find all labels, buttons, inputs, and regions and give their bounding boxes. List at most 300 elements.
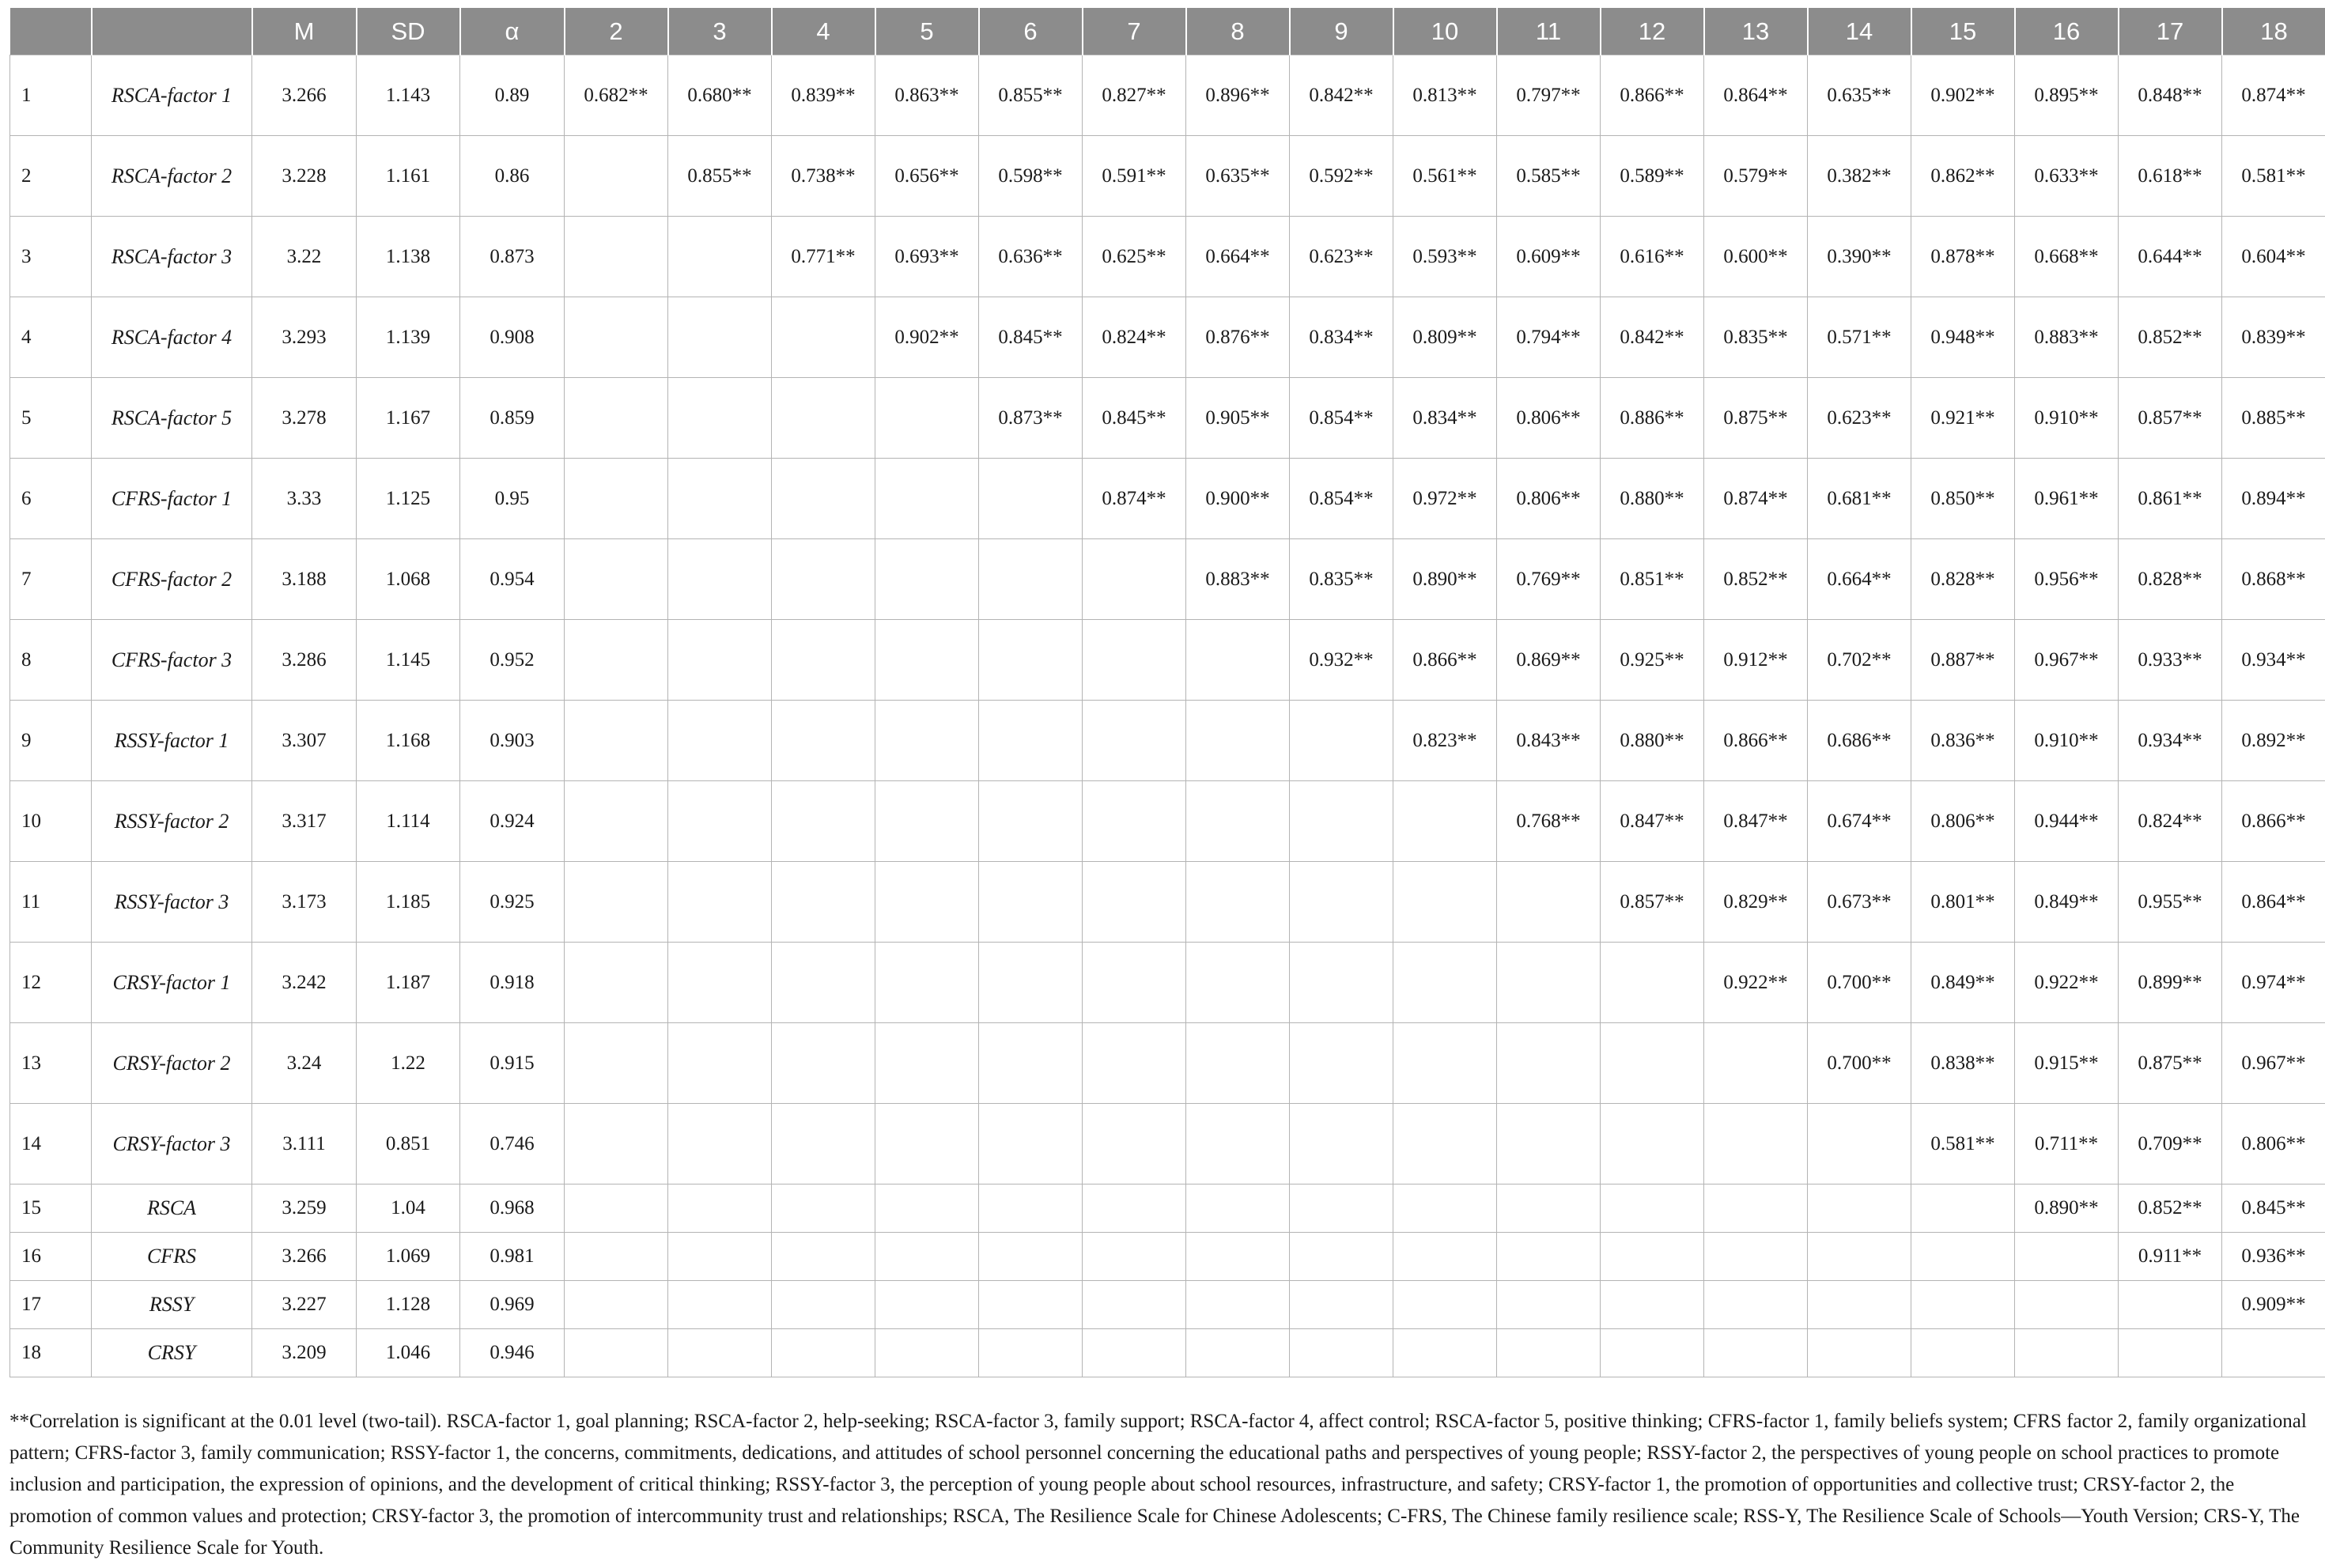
correlation-cell [1704,1185,1808,1233]
correlation-cell [1497,1023,1601,1104]
correlation-cell [565,297,668,378]
correlation-cell [979,943,1083,1023]
correlation-cell: 0.883** [1186,539,1290,620]
variable-name-cell: RSCA-factor 5 [92,378,252,459]
correlation-cell [875,1185,979,1233]
column-header: M [252,8,357,55]
correlation-cell [1083,1329,1186,1377]
variable-name-cell: RSSY [92,1281,252,1329]
correlation-cell: 0.635** [1808,55,1911,136]
correlation-cell [1601,1329,1704,1377]
correlation-cell: 0.874** [1083,459,1186,539]
sd-cell: 1.069 [357,1233,460,1281]
correlation-cell [1704,1329,1808,1377]
correlation-cell [565,862,668,943]
mean-cell: 3.188 [252,539,357,620]
correlation-cell: 0.902** [1911,55,2015,136]
correlation-cell [668,1281,772,1329]
correlation-cell [772,1281,875,1329]
alpha-cell: 0.903 [460,701,565,781]
correlation-cell [1704,1023,1808,1104]
mean-cell: 3.22 [252,217,357,297]
correlation-cell: 0.835** [1290,539,1393,620]
table-row [10,781,2325,862]
correlation-cell: 0.896** [1186,55,1290,136]
correlation-cell: 0.686** [1808,701,1911,781]
correlation-cell [979,781,1083,862]
correlation-cell: 0.771** [772,217,875,297]
correlation-cell: 0.895** [2015,55,2119,136]
correlation-cell: 0.936** [2222,1233,2325,1281]
correlation-cell [565,1233,668,1281]
variable-name-cell: CRSY-factor 1 [92,943,252,1023]
correlation-cell: 0.693** [875,217,979,297]
correlation-cell [668,539,772,620]
correlation-cell [668,943,772,1023]
correlation-cell [565,701,668,781]
correlation-cell: 0.797** [1497,55,1601,136]
alpha-cell: 0.915 [460,1023,565,1104]
correlation-cell: 0.609** [1497,217,1601,297]
correlation-cell [668,781,772,862]
table-row [10,297,2325,378]
correlation-cell: 0.635** [1186,136,1290,217]
variable-name-cell: RSCA-factor 1 [92,55,252,136]
correlation-cell [875,1104,979,1185]
correlation-cell [668,1023,772,1104]
correlation-cell: 0.909** [2222,1281,2325,1329]
correlation-cell: 0.842** [1601,297,1704,378]
correlation-cell: 0.974** [2222,943,2325,1023]
sd-cell: 1.161 [357,136,460,217]
correlation-cell [1911,1185,2015,1233]
correlation-cell: 0.850** [1911,459,2015,539]
correlation-cell: 0.664** [1808,539,1911,620]
correlation-cell: 0.801** [1911,862,2015,943]
correlation-cell: 0.702** [1808,620,1911,701]
alpha-cell: 0.95 [460,459,565,539]
correlation-cell: 0.922** [2015,943,2119,1023]
row-index-cell: 18 [10,1329,92,1377]
variable-name-cell: CFRS-factor 2 [92,539,252,620]
correlation-cell [1290,781,1393,862]
correlation-cell: 0.880** [1601,459,1704,539]
correlation-cell [875,539,979,620]
correlation-cell: 0.839** [772,55,875,136]
correlation-cell: 0.899** [2119,943,2222,1023]
correlation-cell: 0.806** [1497,378,1601,459]
alpha-cell: 0.86 [460,136,565,217]
correlation-cell [772,943,875,1023]
correlation-cell: 0.883** [2015,297,2119,378]
correlation-cell [565,539,668,620]
correlation-cell [565,217,668,297]
correlation-cell [1186,862,1290,943]
column-header: 18 [2222,8,2325,55]
correlation-cell [1497,1233,1601,1281]
correlation-cell [565,1281,668,1329]
correlation-cell: 0.854** [1290,459,1393,539]
correlation-cell: 0.616** [1601,217,1704,297]
correlation-cell: 0.944** [2015,781,2119,862]
correlation-cell [1186,1104,1290,1185]
row-index-cell: 16 [10,1233,92,1281]
correlation-cell [875,1329,979,1377]
correlation-cell: 0.869** [1497,620,1601,701]
correlation-cell: 0.813** [1393,55,1497,136]
correlation-cell: 0.579** [1704,136,1808,217]
correlation-cell [1704,1233,1808,1281]
correlation-cell: 0.878** [1911,217,2015,297]
correlation-cell [875,862,979,943]
correlation-cell: 0.592** [1290,136,1393,217]
correlation-cell [979,1329,1083,1377]
row-index-cell: 11 [10,862,92,943]
alpha-cell: 0.968 [460,1185,565,1233]
correlation-cell [668,862,772,943]
sd-cell: 1.167 [357,378,460,459]
correlation-cell [1290,862,1393,943]
correlation-cell [1393,1104,1497,1185]
correlation-cell [1601,943,1704,1023]
correlation-cell: 0.644** [2119,217,2222,297]
correlation-cell [1083,862,1186,943]
mean-cell: 3.33 [252,459,357,539]
correlation-cell [1290,1185,1393,1233]
column-header: 17 [2119,8,2222,55]
correlation-cell [979,1104,1083,1185]
variable-name-cell: RSSY-factor 2 [92,781,252,862]
table-row [10,1281,2325,1329]
row-index-cell: 9 [10,701,92,781]
correlation-cell [1083,1023,1186,1104]
mean-cell: 3.173 [252,862,357,943]
correlation-cell: 0.880** [1601,701,1704,781]
variable-name-cell: RSCA-factor 3 [92,217,252,297]
correlation-cell: 0.864** [1704,55,1808,136]
correlation-cell [1290,1281,1393,1329]
correlation-cell [1186,1023,1290,1104]
correlation-cell: 0.673** [1808,862,1911,943]
correlation-cell: 0.851** [1601,539,1704,620]
table-row [10,701,2325,781]
correlation-cell [2015,1329,2119,1377]
table-body [10,55,2325,1377]
mean-cell: 3.286 [252,620,357,701]
row-index-cell: 6 [10,459,92,539]
correlation-cell [875,1233,979,1281]
mean-cell: 3.266 [252,1233,357,1281]
correlation-cell: 0.838** [1911,1023,2015,1104]
correlation-cell: 0.868** [2222,539,2325,620]
correlation-cell [875,943,979,1023]
sd-cell: 1.04 [357,1185,460,1233]
row-index-cell: 17 [10,1281,92,1329]
variable-name-cell: CRSY-factor 2 [92,1023,252,1104]
correlation-cell [1497,1185,1601,1233]
correlation-cell [772,1104,875,1185]
correlation-cell: 0.769** [1497,539,1601,620]
correlation-cell [565,459,668,539]
correlation-cell: 0.890** [2015,1185,2119,1233]
correlation-cell [668,378,772,459]
correlation-cell [979,1023,1083,1104]
correlation-cell [1497,943,1601,1023]
correlation-cell: 0.845** [2222,1185,2325,1233]
correlation-cell [875,378,979,459]
column-header: 4 [772,8,875,55]
row-index-cell: 10 [10,781,92,862]
mean-cell: 3.317 [252,781,357,862]
correlation-cell [1290,1104,1393,1185]
correlation-cell: 0.849** [1911,943,2015,1023]
correlation-cell [1808,1281,1911,1329]
variable-name-cell: CFRS [92,1233,252,1281]
correlation-cell [668,620,772,701]
correlation-cell [668,1329,772,1377]
mean-cell: 3.307 [252,701,357,781]
correlation-cell: 0.847** [1704,781,1808,862]
mean-cell: 3.227 [252,1281,357,1329]
row-index-cell: 5 [10,378,92,459]
correlation-cell: 0.806** [2222,1104,2325,1185]
correlation-cell: 0.827** [1083,55,1186,136]
correlation-cell [772,1329,875,1377]
correlation-cell: 0.912** [1704,620,1808,701]
correlation-cell: 0.925** [1601,620,1704,701]
correlation-cell [875,620,979,701]
correlation-cell [668,217,772,297]
alpha-cell: 0.859 [460,378,565,459]
correlation-cell: 0.806** [1911,781,2015,862]
table-row [10,459,2325,539]
column-header: 2 [565,8,668,55]
table-row [10,1329,2325,1377]
correlation-cell [1393,1233,1497,1281]
correlation-cell [772,1023,875,1104]
correlation-cell: 0.866** [1601,55,1704,136]
correlation-cell [2015,1233,2119,1281]
correlation-cell [875,1281,979,1329]
correlation-cell [1808,1185,1911,1233]
alpha-cell: 0.908 [460,297,565,378]
table-row [10,55,2325,136]
table-row [10,136,2325,217]
correlation-cell: 0.866** [1704,701,1808,781]
correlation-cell [1393,862,1497,943]
correlation-cell: 0.854** [1290,378,1393,459]
alpha-cell: 0.981 [460,1233,565,1281]
alpha-cell: 0.969 [460,1281,565,1329]
correlation-cell: 0.829** [1704,862,1808,943]
correlation-cell: 0.902** [875,297,979,378]
correlation-cell [772,862,875,943]
row-index-cell: 1 [10,55,92,136]
correlation-cell [772,1185,875,1233]
correlation-cell: 0.738** [772,136,875,217]
correlation-cell [565,378,668,459]
correlation-cell: 0.961** [2015,459,2119,539]
correlation-cell: 0.852** [2119,1185,2222,1233]
variable-name-cell: CRSY-factor 3 [92,1104,252,1185]
correlation-cell [565,1104,668,1185]
correlation-cell: 0.589** [1601,136,1704,217]
correlation-cell [1083,701,1186,781]
correlation-cell: 0.948** [1911,297,2015,378]
correlation-cell [668,701,772,781]
correlation-cell [875,701,979,781]
correlation-cell: 0.886** [1601,378,1704,459]
correlation-cell [565,136,668,217]
table-row [10,620,2325,701]
alpha-cell: 0.954 [460,539,565,620]
correlation-cell [979,1281,1083,1329]
correlation-cell [1497,1329,1601,1377]
correlation-cell: 0.823** [1393,701,1497,781]
correlation-cell: 0.852** [2119,297,2222,378]
correlation-cell [1186,781,1290,862]
correlation-cell: 0.861** [2119,459,2222,539]
correlation-cell: 0.921** [1911,378,2015,459]
correlation-cell: 0.900** [1186,459,1290,539]
variable-name-cell: RSSY-factor 1 [92,701,252,781]
correlation-cell [772,781,875,862]
correlation-cell [1083,1185,1186,1233]
correlation-cell [1186,1233,1290,1281]
correlation-cell: 0.852** [1704,539,1808,620]
correlation-cell: 0.824** [2119,781,2222,862]
alpha-cell: 0.746 [460,1104,565,1185]
correlation-cell: 0.664** [1186,217,1290,297]
correlation-cell: 0.604** [2222,217,2325,297]
correlation-cell: 0.700** [1808,943,1911,1023]
correlation-cell: 0.581** [2222,136,2325,217]
sd-cell: 1.185 [357,862,460,943]
correlation-cell [979,620,1083,701]
correlation-cell: 0.934** [2119,701,2222,781]
correlation-cell [565,1329,668,1377]
correlation-cell [565,781,668,862]
correlation-cell: 0.623** [1290,217,1393,297]
correlation-cell: 0.967** [2015,620,2119,701]
row-index-cell: 7 [10,539,92,620]
sd-cell: 1.128 [357,1281,460,1329]
correlation-cell [1186,620,1290,701]
variable-name-cell: RSCA-factor 4 [92,297,252,378]
correlation-cell: 0.824** [1083,297,1186,378]
correlation-cell [1083,1281,1186,1329]
correlation-cell [1601,1185,1704,1233]
column-header: 15 [1911,8,2015,55]
row-index-cell: 15 [10,1185,92,1233]
correlation-cell [979,459,1083,539]
column-header [92,8,252,55]
sd-cell: 1.187 [357,943,460,1023]
correlation-cell [1083,943,1186,1023]
correlation-cell [1601,1233,1704,1281]
correlation-cell [1601,1023,1704,1104]
correlation-cell: 0.905** [1186,378,1290,459]
correlation-cell [979,539,1083,620]
sd-cell: 1.125 [357,459,460,539]
sd-cell: 1.139 [357,297,460,378]
correlation-cell: 0.668** [2015,217,2119,297]
correlation-cell: 0.834** [1290,297,1393,378]
sd-cell: 1.22 [357,1023,460,1104]
correlation-cell [772,378,875,459]
correlation-cell: 0.623** [1808,378,1911,459]
table-row [10,1104,2325,1185]
correlation-cell [668,1104,772,1185]
column-header [10,8,92,55]
correlation-cell [979,1233,1083,1281]
correlation-cell: 0.874** [1704,459,1808,539]
correlation-cell: 0.972** [1393,459,1497,539]
correlation-cell: 0.910** [2015,701,2119,781]
correlation-cell: 0.875** [2119,1023,2222,1104]
correlation-cell [1808,1104,1911,1185]
correlation-cell: 0.855** [979,55,1083,136]
correlation-cell: 0.681** [1808,459,1911,539]
correlation-cell [1186,1281,1290,1329]
column-header: 9 [1290,8,1393,55]
correlation-cell [772,1233,875,1281]
correlation-cell: 0.585** [1497,136,1601,217]
column-header: 6 [979,8,1083,55]
correlation-cell: 0.843** [1497,701,1601,781]
correlation-cell: 0.911** [2119,1233,2222,1281]
column-header: 13 [1704,8,1808,55]
row-index-cell: 8 [10,620,92,701]
correlation-cell [2119,1281,2222,1329]
alpha-cell: 0.925 [460,862,565,943]
row-index-cell: 14 [10,1104,92,1185]
correlation-cell [2015,1281,2119,1329]
table-row [10,862,2325,943]
correlation-cell [668,297,772,378]
mean-cell: 3.209 [252,1329,357,1377]
correlation-cell: 0.866** [1393,620,1497,701]
row-index-cell: 13 [10,1023,92,1104]
correlation-cell [772,620,875,701]
sd-cell: 1.138 [357,217,460,297]
correlation-cell: 0.862** [1911,136,2015,217]
correlation-cell [772,297,875,378]
column-header: 7 [1083,8,1186,55]
mean-cell: 3.278 [252,378,357,459]
alpha-cell: 0.952 [460,620,565,701]
correlation-cell [979,1185,1083,1233]
correlation-cell [1290,1233,1393,1281]
sd-cell: 1.143 [357,55,460,136]
correlation-cell: 0.848** [2119,55,2222,136]
correlation-cell [772,459,875,539]
correlation-cell: 0.892** [2222,701,2325,781]
table-footnote: **Correlation is significant at the 0.01 level (two-tail). RSCA-factor 1, goal planning; RSCA-factor 2, help-seeking; RSCA-factor 3, family support; RSCA-factor 4, affect control; RSCA-factor 5, positive thinking; CFRS-factor 1, family beliefs system; CFRS factor 2, family organizational pattern; CFRS-factor 3, family communication; RSSY-factor 1, the concerns, commitments, dedications, and attitudes of school personnel concerning the educational paths and perspectives of young people; RSSY-factor 2, the perspectives of young people on school practices to promote inclusion and participation, the expression of opinions, and the development of critical thinking; RSSY-factor 3, the perception of young people about school resources, infrastructure, and safety; CRSY-factor 1, the promotion of opportunities and collective trust; CRSY-factor 2, the promotion of common values and protection; CRSY-factor 3, the promotion of intercommunity trust and relationships; RSCA, The Resilience Scale for Chinese Adolescents; C-FRS, The Chinese family resilience scale; RSS-Y, The Resilience Scale of Schools—Youth Version; CRS-Y, The Community Resilience Scale for Youth. [9,1411,2307,1559]
correlation-cell: 0.887** [1911,620,2015,701]
correlation-cell: 0.845** [979,297,1083,378]
correlation-cell [565,1023,668,1104]
correlation-cell: 0.768** [1497,781,1601,862]
correlation-cell: 0.809** [1393,297,1497,378]
correlation-cell: 0.876** [1186,297,1290,378]
correlation-cell: 0.561** [1393,136,1497,217]
column-header: 12 [1601,8,1704,55]
correlation-cell: 0.873** [979,378,1083,459]
correlation-cell: 0.894** [2222,459,2325,539]
mean-cell: 3.259 [252,1185,357,1233]
correlation-cell: 0.874** [2222,55,2325,136]
